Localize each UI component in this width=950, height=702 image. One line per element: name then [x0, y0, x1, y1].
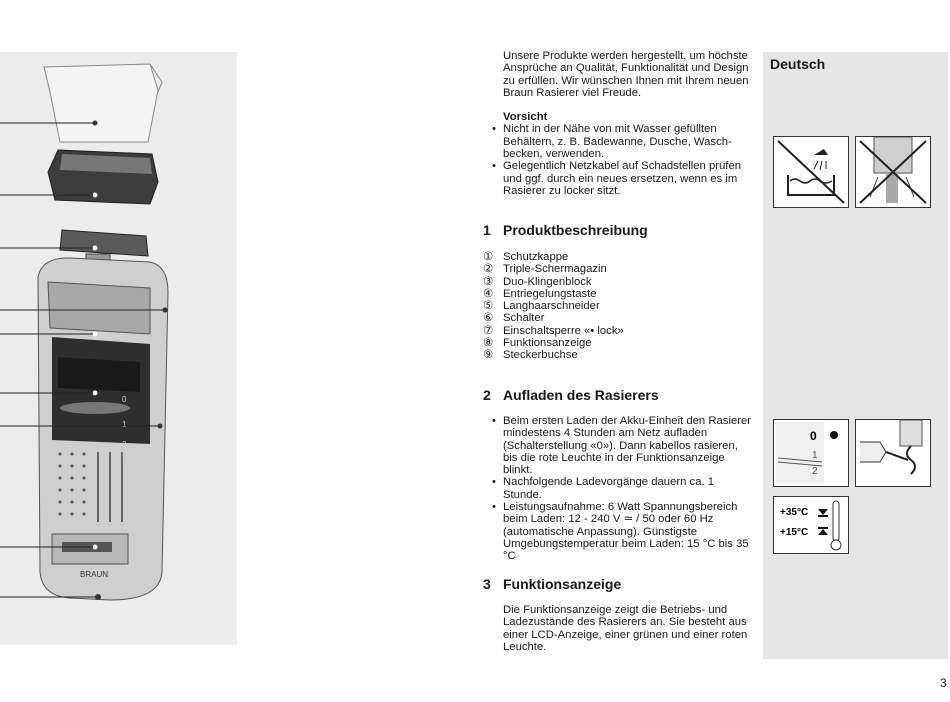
- page-number: 3: [940, 676, 947, 690]
- section-2-heading: [483, 387, 659, 403]
- section-3-number: 3: [483, 576, 491, 592]
- caution-item: • Gelegentlich Netzkabel auf Schadstellen prüfen und ggf. durch ein neues ersetzen, wenn es im Rasierer zu locker sitzt.: [503, 160, 753, 197]
- part-number: ③: [483, 275, 494, 288]
- part-number: ①: [483, 251, 494, 263]
- temperature-high-label: +35°C: [780, 507, 809, 518]
- shaver-exploded-illustration: [0, 52, 237, 645]
- switch-label-one: 1: [812, 450, 818, 461]
- list-item: [483, 312, 624, 324]
- section-1-number: 1: [483, 222, 491, 238]
- part-number: ④: [483, 287, 494, 300]
- caution-list: [503, 123, 753, 197]
- part-number: ⑥: [483, 312, 494, 325]
- part-number: ⑨: [483, 349, 494, 362]
- shaver-scale-mark-1: 1: [122, 420, 127, 429]
- section-1-title: Produktbeschreibung: [503, 222, 648, 238]
- list-item: [483, 325, 624, 337]
- part-label: Duo-Klingenblock: [503, 275, 592, 288]
- part-label: Einschaltsperre «• lock»: [503, 324, 624, 337]
- protective-cap-drawing: [44, 64, 162, 142]
- section-3-title: Funktionsanzeige: [503, 576, 622, 592]
- part-label: Triple-Schermagazin: [503, 263, 607, 276]
- list-item: [483, 337, 624, 349]
- switch-label-two: 2: [812, 466, 818, 477]
- list-item: [483, 300, 624, 312]
- list-item: [483, 263, 624, 275]
- section-1-heading: [483, 222, 648, 238]
- switch-label-zero: 0: [810, 429, 817, 443]
- section-3-paragraph: Die Funktionsanzeige zeigt die Betriebs- und Ladezustände des Rasierers an. Sie besteht aus einer LCD-Anzeige, einer grünen und einer roten Leuchte.: [503, 604, 748, 653]
- part-number: ②: [483, 263, 494, 276]
- caution-item: • Nicht in der Nähe von mit Wasser gefüllten Behältern, z. B. Badewanne, Dusche, Wasch-becken, verwenden.: [503, 123, 753, 160]
- plug-connection-icon: [855, 419, 931, 487]
- part-label: Schutzkappe: [503, 251, 569, 263]
- list-item: [483, 288, 624, 300]
- intro-paragraph: Unsere Produkte werden hergestellt, um höchste Ansprüche an Qualität, Funktionalität und Design zu erfüllen. Wir wünschen Ihnen mit Ihrem neuen Braun Rasierer viel Freude.: [503, 50, 749, 99]
- section-2-title: Aufladen des Rasierers: [503, 387, 659, 403]
- charging-list: [503, 415, 753, 563]
- shaver-water-warning-icon: [855, 136, 931, 208]
- list-item: • Leistungsaufnahme: 6 Watt Spannungsbereich beim Laden: 12 - 240 V ≃ / 50 oder 60 Hz (automatische Anpassung). Günstigste Umgebungstemperatur beim Laden: 15 °C bis 35 °C: [503, 501, 753, 562]
- section-3-heading: [483, 576, 621, 592]
- switch-position-icon: [773, 419, 849, 487]
- list-item: [483, 276, 624, 288]
- shaver-scale-mark-3: 3: [122, 450, 127, 459]
- section-2-number: 2: [483, 387, 491, 403]
- shaver-illustration-panel: [0, 52, 237, 645]
- list-item: [483, 349, 624, 361]
- shaver-head-drawing: [48, 150, 158, 204]
- part-label: Funktionsanzeige: [503, 337, 592, 350]
- shaver-scale-mark-2: 2: [122, 440, 127, 449]
- part-label: Entriegelungstaste: [503, 287, 597, 300]
- water-warning-icon: [773, 136, 849, 208]
- list-item: • Beim ersten Laden der Akku-Einheit den Rasierer mindestens 4 Stunden am Netz aufladen (Schalterstellung «0»). Dann kabellos rasieren, bis die rote Leuchte in der Funktionsanzeige blinkt.: [503, 415, 753, 476]
- part-label: Langhaarschneider: [503, 300, 600, 313]
- shaver-body-drawing: [38, 258, 168, 600]
- temperature-range-icon: [773, 496, 849, 554]
- parts-list: [483, 251, 624, 362]
- shaver-brand-logo: BRAUN: [80, 570, 109, 579]
- part-number: ⑤: [483, 300, 494, 313]
- language-label: Deutsch: [770, 56, 826, 72]
- section-2-body: [503, 415, 753, 563]
- shaver-scale-mark-0: 0: [122, 395, 127, 404]
- part-label: Steckerbuchse: [503, 349, 578, 362]
- part-number: ⑧: [483, 337, 494, 350]
- list-item: • Nachfolgende Ladevorgänge dauern ca. 1 Stunde.: [503, 476, 753, 501]
- temperature-low-label: +15°C: [780, 527, 809, 538]
- intro-block: [503, 50, 753, 197]
- caution-title: Vorsicht: [503, 111, 548, 124]
- list-item: [483, 251, 624, 263]
- part-number: ⑦: [483, 324, 494, 337]
- part-label: Schalter: [503, 312, 545, 325]
